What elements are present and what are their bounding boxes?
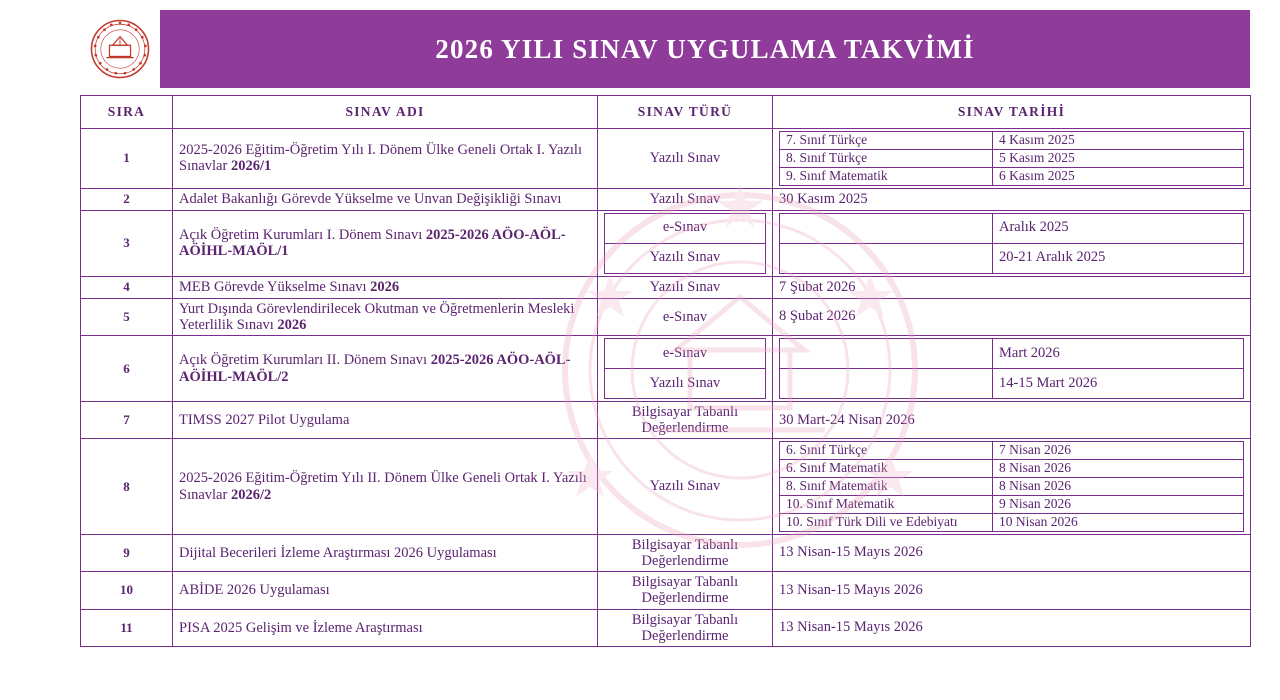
column-header-sinav-adi: SINAV ADI [173, 96, 598, 129]
exam-name-code: 2025-2026 AÖO-AÖL-AÖİHL-MAÖL/2 [179, 352, 571, 385]
cell-date-label: 6. Sınıf Türkçe [780, 442, 993, 460]
column-header-sinav-tarihi: SINAV TARİHİ [773, 96, 1251, 129]
cell-date-value: 20-21 Aralık 2025 [993, 243, 1244, 273]
cell-date-value: Aralık 2025 [993, 213, 1244, 243]
cell-date-label: 9. Sınıf Matematik [780, 167, 993, 185]
cell-date-value: 10 Nisan 2026 [993, 513, 1244, 531]
cell-sinav-adi [173, 336, 598, 402]
cell-sinav-turu: Yazılı Sınav [605, 369, 766, 399]
cell-sinav-turu: Yazılı Sınav [598, 439, 773, 534]
cell-sinav-turu: e-Sınav [605, 213, 766, 243]
table-row [81, 298, 1251, 335]
exam-name-code: 2026 [277, 316, 307, 333]
cell-sinav-adi [173, 534, 598, 571]
exam-name-text: TIMSS 2027 Pilot Uygulama [179, 412, 350, 429]
table-row [81, 439, 1251, 534]
cell-sinav-adi [173, 298, 598, 335]
cell-sinav-adi [173, 439, 598, 534]
cell-date-value: 5 Kasım 2025 [993, 149, 1244, 167]
document-header [80, 10, 1250, 88]
table-row [81, 402, 1251, 439]
cell-sinav-tarihi: 30 Kasım 2025 [773, 188, 1251, 210]
cell-date-value: 6 Kasım 2025 [993, 167, 1244, 185]
exam-name-text: ABİDE 2026 Uygulaması [179, 582, 330, 599]
cell-sinav-tarihi: 7 Şubat 2026 [773, 276, 1251, 298]
exam-name-code: 2026 [370, 278, 400, 295]
cell-sinav-adi [173, 609, 598, 646]
exam-name-text: PISA 2025 Gelişim ve İzleme Araştırması [179, 619, 423, 636]
table-header-row [81, 96, 1251, 129]
cell-sinav-turu: e-Sınav [605, 339, 766, 369]
cell-sinav-turu: Bilgisayar Tabanlı Değerlendirme [598, 402, 773, 439]
cell-sinav-adi [173, 188, 598, 210]
table-row [81, 210, 1251, 276]
exam-name-text: Dijital Becerileri İzleme Araştırması 2026 Uygulaması [179, 544, 497, 561]
cell-sinav-turu: Bilgisayar Tabanlı Değerlendirme [598, 572, 773, 609]
cell-date-label: 8. Sınıf Matematik [780, 478, 993, 496]
calendar-table-container [80, 95, 1250, 647]
cell-sinav-tarihi-group [773, 439, 1251, 534]
cell-date-label: 10. Sınıf Türk Dili ve Edebiyatı [780, 513, 993, 531]
cell-sinav-tarihi-group [773, 129, 1251, 189]
cell-sinav-turu: Yazılı Sınav [605, 243, 766, 273]
cell-sinav-turu-group [598, 336, 773, 402]
cell-date-value: 7 Nisan 2026 [993, 442, 1244, 460]
column-header-sinav-turu: SINAV TÜRÜ [598, 96, 773, 129]
cell-sira: 6 [81, 336, 173, 402]
cell-sira: 7 [81, 402, 173, 439]
table-row [81, 534, 1251, 571]
table-row [81, 572, 1251, 609]
exam-name-text: Yurt Dışında Görevlendirilecek Okutman ve Öğretmenlerin Mesleki Yeterlilik Sınavı [179, 300, 575, 333]
cell-sinav-turu: Yazılı Sınav [598, 188, 773, 210]
cell-date-value: 9 Nisan 2026 [993, 496, 1244, 514]
cell-sinav-turu: Yazılı Sınav [598, 129, 773, 189]
cell-date-value: 8 Nisan 2026 [993, 460, 1244, 478]
cell-sira: 1 [81, 129, 173, 189]
cell-date-label: 7. Sınıf Türkçe [780, 132, 993, 150]
cell-sira: 5 [81, 298, 173, 335]
column-header-sira: SIRA [81, 96, 173, 129]
logo-area [80, 10, 160, 88]
cell-sinav-adi [173, 129, 598, 189]
table-row [81, 188, 1251, 210]
cell-sira: 8 [81, 439, 173, 534]
header-band [160, 10, 1250, 88]
exam-name-code: 2025-2026 AÖO-AÖL-AÖİHL-MAÖL/1 [179, 226, 566, 260]
cell-sinav-tarihi-group [773, 210, 1251, 276]
cell-sira: 9 [81, 534, 173, 571]
exam-name-code: 2026/1 [230, 158, 272, 175]
cell-sira: 10 [81, 572, 173, 609]
cell-sinav-tarihi: 13 Nisan-15 Mayıs 2026 [773, 572, 1251, 609]
cell-date-label [780, 339, 993, 369]
table-row [81, 129, 1251, 189]
cell-sinav-adi [173, 402, 598, 439]
exam-name-code: 2026/2 [230, 486, 272, 503]
table-row [81, 609, 1251, 646]
cell-sira: 2 [81, 188, 173, 210]
exam-name-text: Açık Öğretim Kurumları I. Dönem Sınavı [179, 226, 426, 243]
cell-sinav-tarihi: 30 Mart-24 Nisan 2026 [773, 402, 1251, 439]
table-row [81, 336, 1251, 402]
cell-sinav-turu: e-Sınav [598, 298, 773, 335]
cell-sinav-tarihi-group [773, 336, 1251, 402]
exam-name-text: 2025-2026 Eğitim-Öğretim Yılı I. Dönem Ülke Geneli Ortak I. Yazılı Sınavlar [179, 142, 582, 175]
cell-sinav-adi [173, 572, 598, 609]
cell-date-value: Mart 2026 [993, 339, 1244, 369]
cell-sinav-turu: Yazılı Sınav [598, 276, 773, 298]
cell-date-label: 10. Sınıf Matematik [780, 496, 993, 514]
cell-sinav-adi [173, 210, 598, 276]
exam-calendar-table [80, 95, 1251, 647]
cell-sinav-tarihi: 8 Şubat 2026 [773, 298, 1251, 335]
cell-date-value: 8 Nisan 2026 [993, 478, 1244, 496]
table-body [81, 129, 1251, 647]
cell-date-label [780, 213, 993, 243]
cell-date-label: 8. Sınıf Türkçe [780, 149, 993, 167]
cell-date-value: 4 Kasım 2025 [993, 132, 1244, 150]
meb-emblem-icon [89, 18, 151, 80]
cell-sinav-turu: Bilgisayar Tabanlı Değerlendirme [598, 534, 773, 571]
cell-date-label [780, 243, 993, 273]
page-title: 2026 YILI SINAV UYGULAMA TAKVİMİ [435, 33, 975, 64]
cell-date-value: 14-15 Mart 2026 [993, 369, 1244, 399]
cell-sinav-adi [173, 276, 598, 298]
cell-date-label [780, 369, 993, 399]
cell-sinav-tarihi: 13 Nisan-15 Mayıs 2026 [773, 609, 1251, 646]
cell-sira: 3 [81, 210, 173, 276]
exam-name-text: Açık Öğretim Kurumları II. Dönem Sınavı [179, 352, 431, 369]
cell-sira: 11 [81, 609, 173, 646]
cell-date-label: 6. Sınıf Matematik [780, 460, 993, 478]
exam-name-text: Adalet Bakanlığı Görevde Yükselme ve Unvan Değişikliği Sınavı [179, 190, 562, 207]
exam-name-text: MEB Görevde Yükselme Sınavı [179, 278, 371, 295]
exam-name-text: 2025-2026 Eğitim-Öğretim Yılı II. Dönem Ülke Geneli Ortak I. Yazılı Sınavlar [179, 470, 587, 503]
cell-sira: 4 [81, 276, 173, 298]
table-row [81, 276, 1251, 298]
cell-sinav-turu-group [598, 210, 773, 276]
cell-sinav-tarihi: 13 Nisan-15 Mayıs 2026 [773, 534, 1251, 571]
cell-sinav-turu: Bilgisayar Tabanlı Değerlendirme [598, 609, 773, 646]
